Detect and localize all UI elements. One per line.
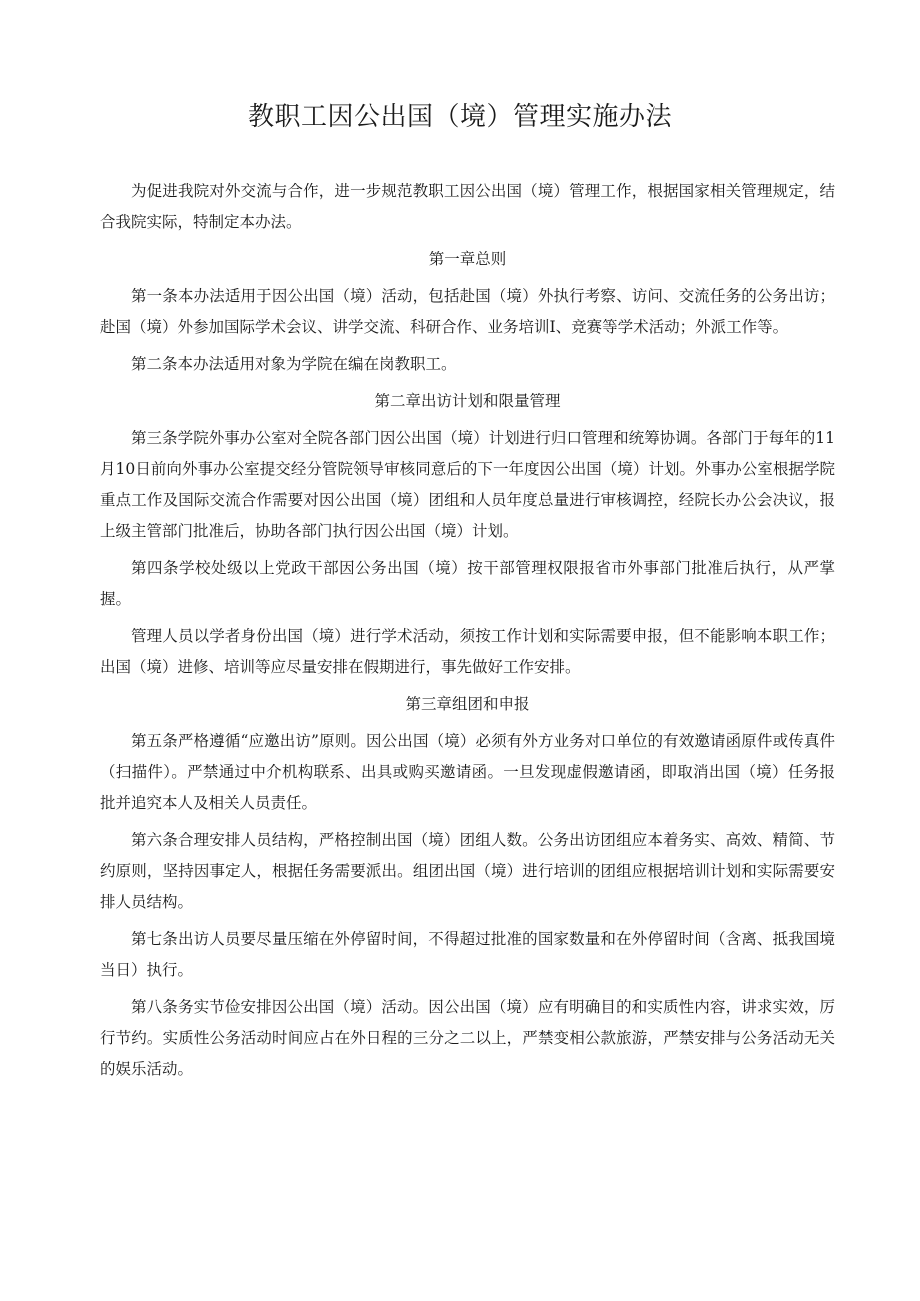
- article-3-paragraph: 第三条学院外事办公室对全院各部门因公出国（境）计划进行归口管理和统筹协调。各部门于每年的11月10日前向外事办公室提交经分管院领导审核同意后的下一年度因公出国（境）计划。外事办公室根据学院重点工作及国际交流合作需要对因公出国（境）团组和人员年度总量进行审核调控，经院长办公会决议，报上级主管部门批准后，协助各部门执行因公出国（境）计划。: [100, 429, 835, 540]
- chapter-heading-3: 第三章组团和申报: [405, 695, 530, 713]
- article-1-paragraph: 第一条本办法适用于因公出国（境）活动，包括赴国（境）外执行考察、访问、交流任务的公务出访；赴国（境）外参加国际学术会议、讲学交流、科研合作、业务培训I、竞赛等学术活动；外派工作等。: [100, 287, 835, 336]
- document-title: 教职工因公出国（境）管理实施办法: [247, 102, 672, 132]
- article-5-paragraph: 第五条严格遵循“应邀出访”原则。因公出国（境）必须有外方业务对口单位的有效邀请函原件或传真件（扫描件）。严禁通过中介机构联系、出具或购买邀请函。一旦发现虚假邀请函，即取消出国（境）任务报批并追究本人及相关人员责任。: [100, 732, 835, 812]
- article-4-paragraph: 第四条学校处级以上党政干部因公务出国（境）按干部管理权限报省市外事部门批准后执行，从严掌握。: [100, 559, 835, 608]
- article-7-paragraph: 第七条出访人员要尽量压缩在外停留时间，不得超过批准的国家数量和在外停留时间（含离、抵我国境当日）执行。: [100, 930, 835, 979]
- article-8-paragraph: 第八条务实节俭安排因公出国（境）活动。因公出国（境）应有明确目的和实质性内容，讲求实效，厉行节约。实质性公务活动时间应占在外日程的三分之二以上，严禁变相公款旅游，严禁安排与公务活动无关的娱乐活动。: [100, 998, 835, 1078]
- chapter-heading-1: 第一章总则: [428, 250, 507, 268]
- chapter-heading-2: 第二章出访计划和限量管理: [374, 392, 561, 410]
- document-body: [100, 176, 835, 1091]
- intro-paragraph: 为促进我院对外交流与合作，进一步规范教职工因公出国（境）管理工作，根据国家相关管理规定，结合我院实际，特制定本办法。: [100, 182, 835, 231]
- article-6-paragraph: 第六条合理安排人员结构，严格控制出国（境）团组人数。公务出访团组应本着务实、高效、精简、节约原则，坚持因事定人，根据任务需要派出。组团出国（境）进行培训的团组应根据培训计划和实际需要安排人员结构。: [100, 831, 835, 911]
- article-4-supplement-paragraph: 管理人员以学者身份出国（境）进行学术活动，须按工作计划和实际需要申报，但不能影响本职工作；出国（境）进修、培训等应尽量安排在假期进行，事先做好工作安排。: [100, 627, 835, 676]
- article-2-paragraph: 第二条本办法适用对象为学院在编在岗教职工。: [131, 355, 457, 373]
